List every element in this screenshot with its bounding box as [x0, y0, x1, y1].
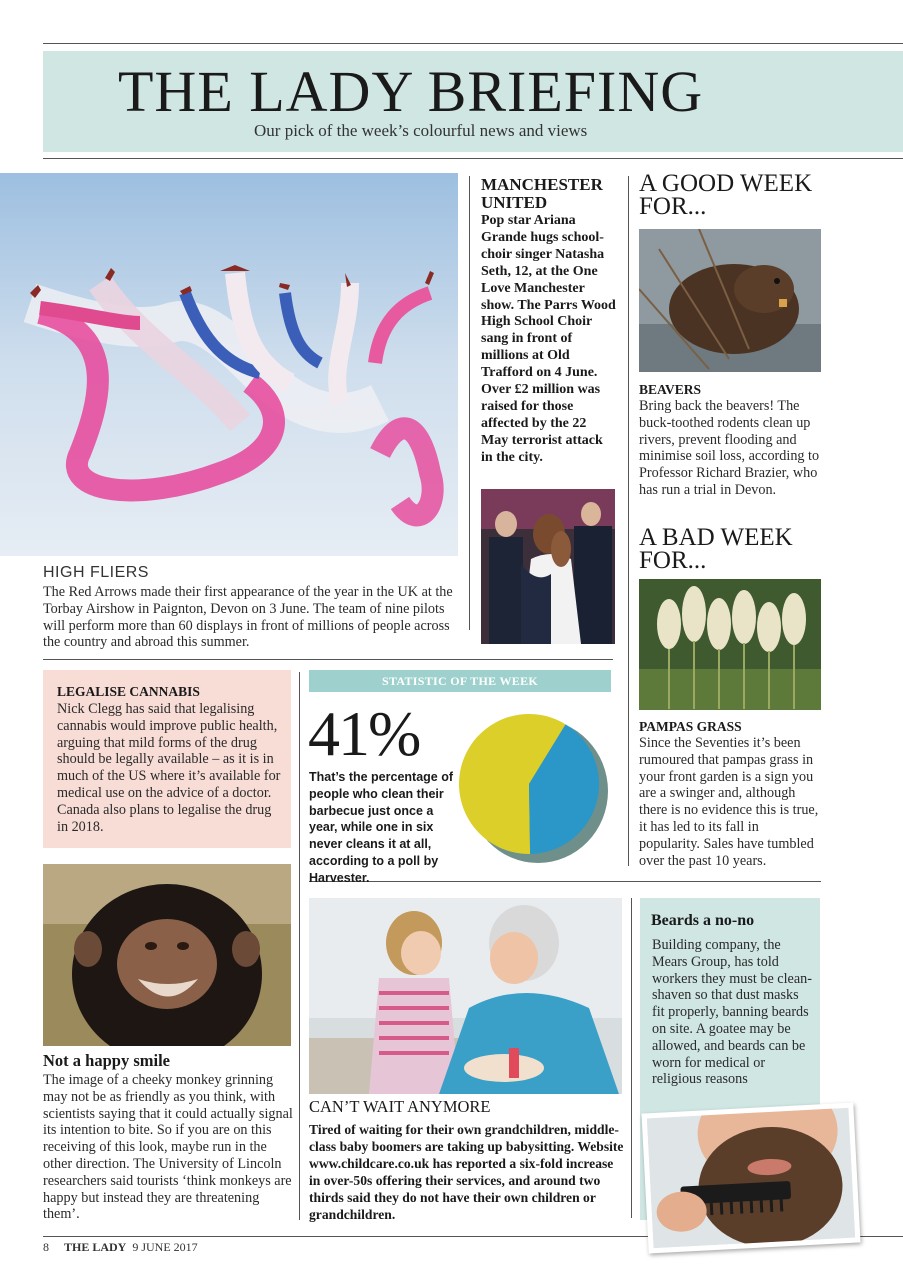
page-title: THE LADY BRIEFING [118, 59, 704, 124]
cannabis-heading: LEGALISE CANNABIS [57, 684, 200, 699]
beaver-photo [639, 229, 821, 372]
column-divider [469, 176, 470, 630]
column-divider [631, 898, 632, 1218]
good-week-heading: A GOOD WEEK FOR... [639, 170, 813, 220]
pampas-body: Since the Seventies it’s been rumoured that pampas grass in your front garden is a sign you are a swinger and, although there is no evidence this is true, it has led to its fall in popularity. Sales have tumbled over the past 10 years. [639, 735, 819, 869]
beavers-body: Bring back the beavers! The buck-toothed rodents clean up rivers, prevent flooding and minimise soil loss, according to Professor Richard Brazier, who has run a trial in Devon. [639, 398, 820, 498]
pampas-photo [639, 579, 821, 710]
chimp-photo [43, 864, 291, 1046]
smile-body: The image of a cheeky monkey grinning may not be as friendly as you think, with scientists saying that it could actually signal its intention to bite. So if you are on this receiving of this look, maybe run in the other direction. The University of Lincoln researchers said tourists ‘think monkeys are happy but instead they are threatening them’. [43, 1072, 293, 1223]
high-fliers-heading: HIGH FLIERS [43, 564, 149, 581]
red-arrows-photo [0, 173, 458, 556]
cant-wait-heading: CAN’T WAIT ANYMORE [309, 1097, 491, 1116]
issue-date: 9 JUNE 2017 [132, 1240, 198, 1254]
beard-photo [641, 1103, 860, 1254]
column-divider [628, 176, 629, 866]
magazine-name: THE LADY [64, 1240, 127, 1254]
choir-photo [481, 489, 615, 644]
high-fliers-body: The Red Arrows made their first appearance of the year in the UK at the Torbay Airshow in Paignton, Devon on 3 June. The team of nine pilots will perform more than 60 displays in front of millions of people across the country and abroad this summer. [43, 584, 453, 651]
statistic-figure: 41% [308, 698, 420, 769]
page-number: 8 [43, 1240, 49, 1254]
beards-body: Building company, the Mears Group, has told workers they must be clean-shaven so that dust masks fit properly, banning beards on site. A goatee may be allowed, and beards can be worn for medical or religious reasons [652, 937, 812, 1088]
pampas-heading: PAMPAS GRASS [639, 719, 742, 734]
bad-week-heading: A BAD WEEK FOR... [639, 524, 793, 574]
statistic-banner: STATISTIC OF THE WEEK [309, 670, 611, 692]
manchester-heading: MANCHESTER UNITED [481, 175, 603, 212]
cant-wait-body: Tired of waiting for their own grandchildren, middle-class baby boomers are taking up babysitting. Website www.childcare.co.uk has reported a six-fold increase in over-50s offering their services, and around two thirds said they do not have their own children or grandchildren. [309, 1122, 624, 1222]
page-subtitle: Our pick of the week’s colourful news and views [254, 121, 588, 140]
cannabis-body: Nick Clegg has said that legalising cannabis would improve public health, arguing that mild forms of the drug should be legally available – as it is in much of the US where it’s available for medical use on the advice of a doctor. Canada also plans to legalise the drug in 2018. [57, 701, 281, 835]
statistic-body: That’s the percentage of people who clean their barbecue just once a year, while one in six never cleans it at all, according to a poll by Harvester. [309, 770, 454, 885]
grandmother-photo [309, 898, 622, 1094]
beavers-heading: BEAVERS [639, 382, 702, 397]
column-divider [299, 672, 300, 1220]
masthead-rule [43, 158, 903, 159]
statistic-pie-chart [456, 708, 614, 868]
page-footer [43, 1240, 198, 1255]
smile-heading: Not a happy smile [43, 1051, 170, 1070]
beards-heading: Beards a no-no [651, 912, 755, 929]
top-rule [43, 43, 903, 44]
manchester-body: Pop star Ariana Grande hugs school-choir singer Natasha Seth, 12, at the One Love Manchester show. The Parrs Wood High School Choir sang in front of millions at Old Trafford on 4 June. Over £2 million was raised for those affected by the 22 May terrorist attack in the city. [481, 213, 616, 465]
section-rule [43, 659, 613, 660]
